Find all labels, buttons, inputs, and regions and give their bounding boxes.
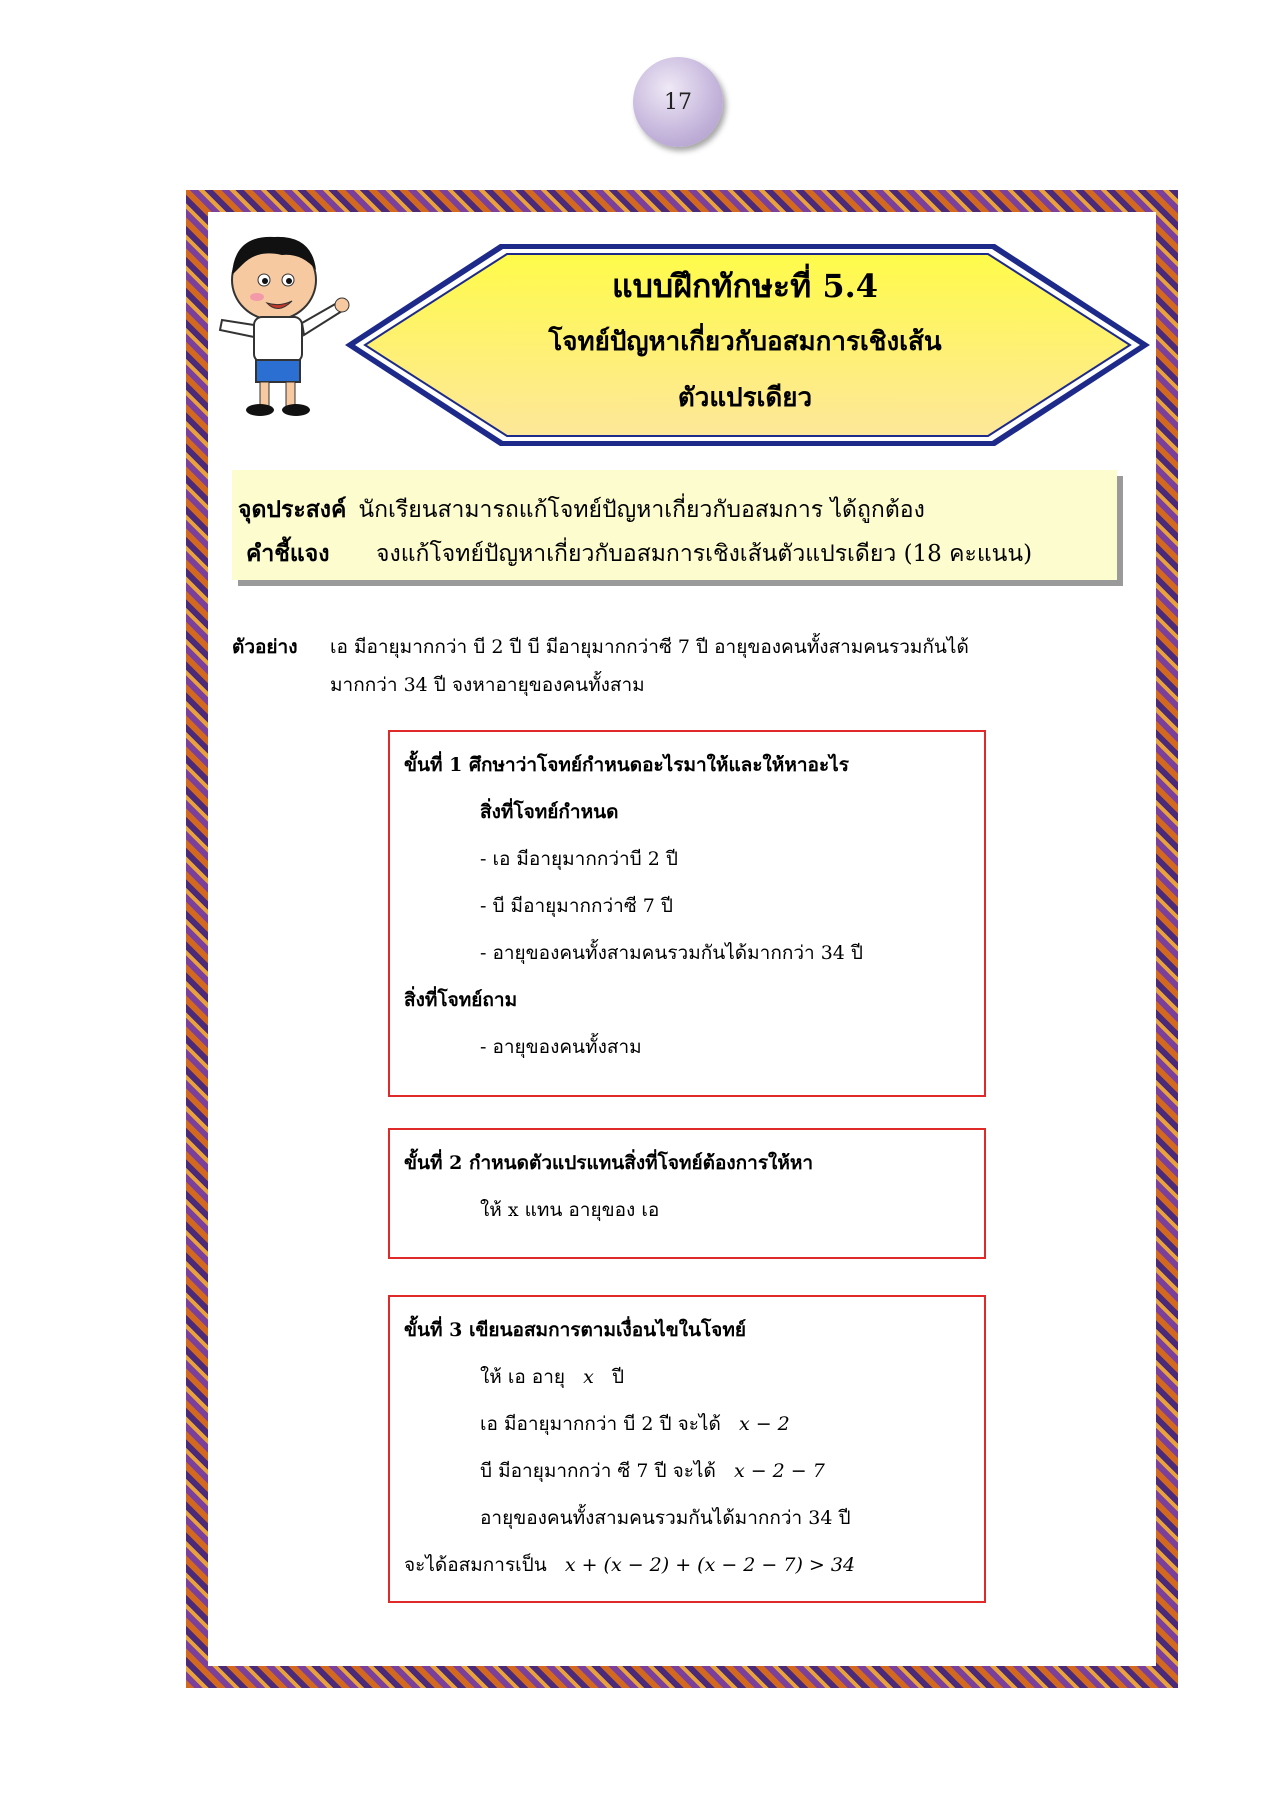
step-3-heading: ขั้นที่ 3 เขียนอสมการตามเงื่อนไขในโจทย์	[404, 1319, 746, 1341]
line-text: เอ มีอายุมากกว่า บี 2 ปี จะได้	[480, 1413, 721, 1435]
worksheet-subtitle-2: ตัวแปรเดียว	[677, 383, 813, 413]
step-2-box	[388, 1128, 986, 1259]
asked-label: สิ่งที่โจทย์ถาม	[404, 989, 518, 1011]
step-3-box	[388, 1295, 986, 1603]
line-tail: ปี	[611, 1366, 625, 1388]
line-text: อายุของคนทั้งสามคนรวมกันได้มากกว่า 34 ปี	[480, 1507, 851, 1529]
worksheet-title: แบบฝึกทักษะที่ 5.4	[611, 267, 879, 305]
objective-box	[232, 470, 1117, 580]
asked-item: - อายุของคนทั้งสาม	[480, 1036, 642, 1058]
example-line-1: เอ มีอายุมากกว่า บี 2 ปี บี มีอายุมากกว่าซี 7 ปี อายุของคนทั้งสามคนรวมกันได้	[330, 636, 969, 658]
math-expression: x − 2 − 7	[733, 1460, 825, 1482]
step-2-line: ให้ x แทน อายุของ เอ	[480, 1199, 660, 1221]
page-number: 17	[664, 89, 692, 115]
worksheet-subtitle-1: โจทย์ปัญหาเกี่ยวกับอสมการเชิงเส้น	[548, 327, 942, 357]
math-expression: x	[583, 1366, 594, 1388]
instruction-label: คำชี้แจง	[246, 540, 330, 567]
objective-text: นักเรียนสามารถแก้โจทย์ปัญหาเกี่ยวกับอสมการ ได้ถูกต้อง	[358, 497, 925, 523]
given-label: สิ่งที่โจทย์กำหนด	[480, 801, 619, 823]
step-1-heading: ขั้นที่ 1 ศึกษาว่าโจทย์กำหนดอะไรมาให้และให้หาอะไร	[404, 754, 849, 776]
inequality: x + (x − 2) + (x − 2 − 7) > 34	[564, 1554, 856, 1576]
line-text: จะได้อสมการเป็น	[404, 1554, 547, 1576]
instruction-text: จงแก้โจทย์ปัญหาเกี่ยวกับอสมการเชิงเส้นตัวแปรเดียว (18 คะแนน)	[376, 541, 1033, 567]
page-number-badge	[633, 57, 723, 147]
example-label: ตัวอย่าง	[232, 636, 298, 658]
math-expression: x − 2	[738, 1413, 790, 1435]
given-item: - บี มีอายุมากกว่าซี 7 ปี	[480, 895, 673, 917]
step-3-line-5	[404, 1542, 970, 1589]
step-3-line-4	[404, 1495, 970, 1542]
step-3-line-3	[404, 1448, 970, 1495]
example-line-2: มากกว่า 34 ปี จงหาอายุของคนทั้งสาม	[330, 674, 645, 696]
line-text: ให้ เอ อายุ	[480, 1366, 565, 1388]
step-1-box	[388, 730, 986, 1097]
example-section	[232, 628, 1112, 704]
given-item: - เอ มีอายุมากกว่าบี 2 ปี	[480, 848, 678, 870]
step-3-line-1	[404, 1354, 970, 1401]
step-2-heading: ขั้นที่ 2 กำหนดตัวแปรแทนสิ่งที่โจทย์ต้องการให้หา	[404, 1152, 814, 1174]
line-text: บี มีอายุมากกว่า ซี 7 ปี จะได้	[480, 1460, 716, 1482]
step-3-line-2	[404, 1401, 970, 1448]
objective-label: จุดประสงค์	[238, 496, 347, 523]
banner-text	[440, 258, 1050, 426]
given-item: - อายุของคนทั้งสามคนรวมกันได้มากกว่า 34 ปี	[480, 942, 863, 964]
